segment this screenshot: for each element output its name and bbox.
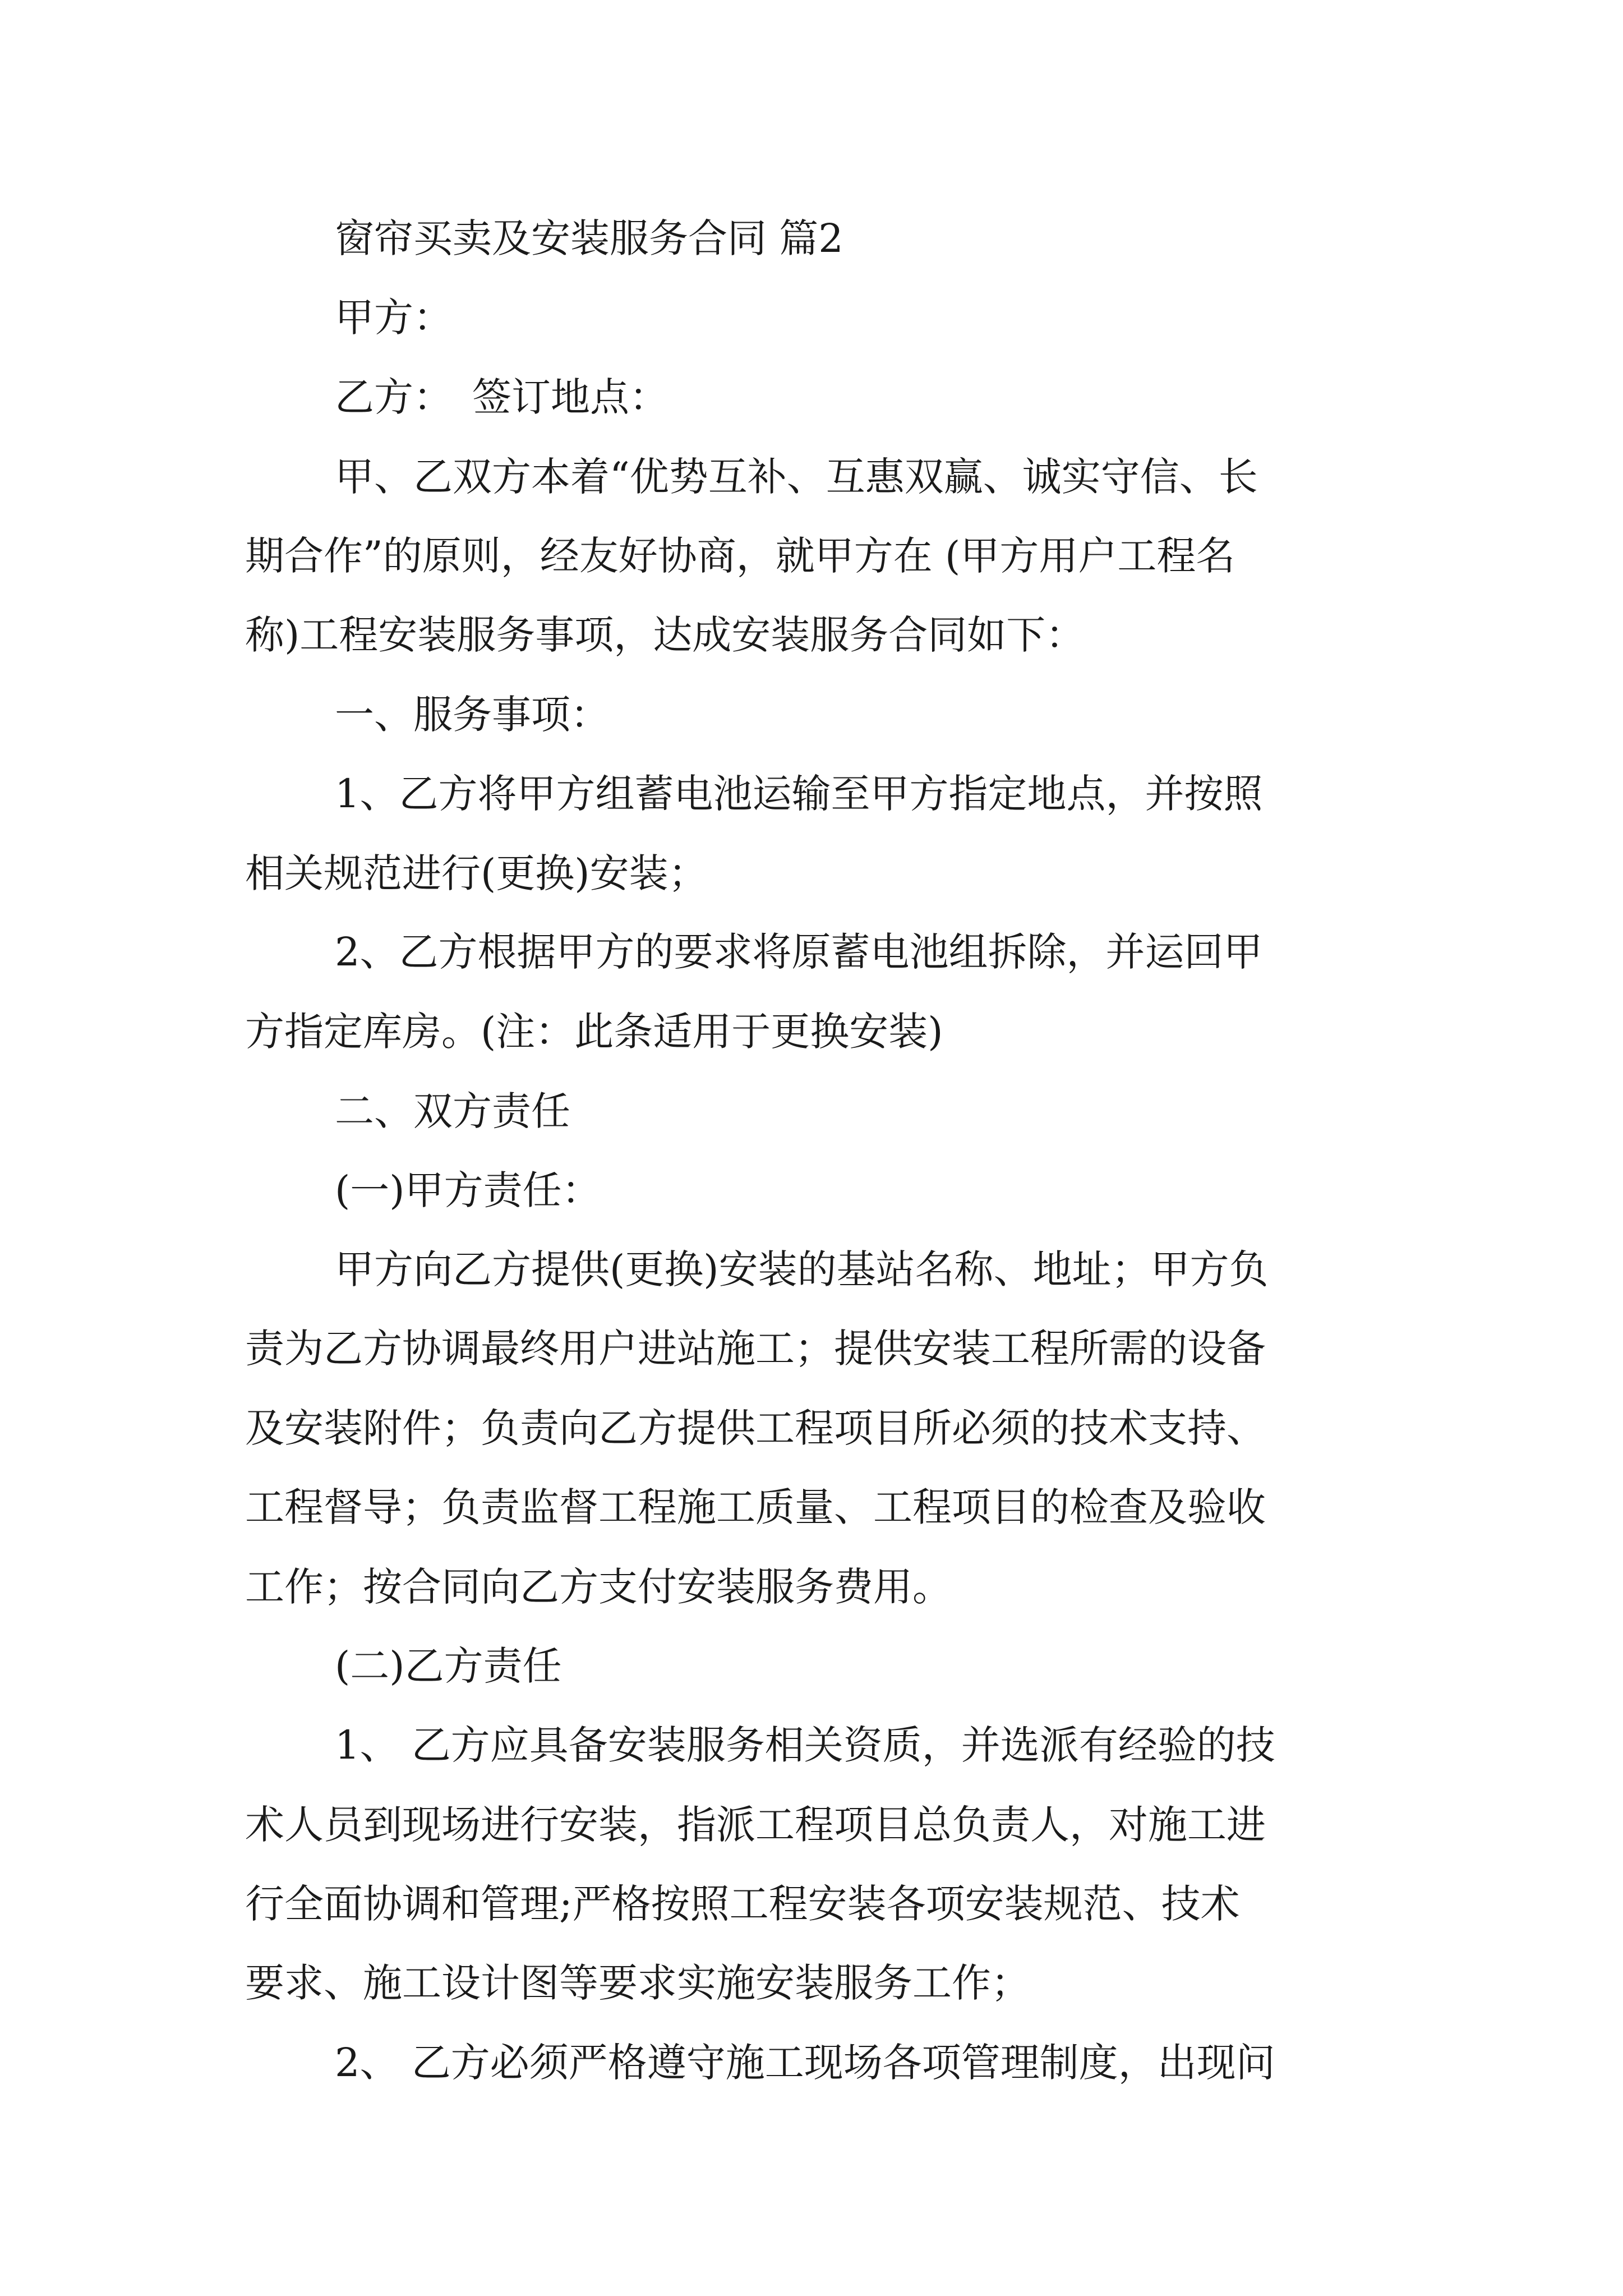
paragraph-line: 甲、乙双方本着“优势互补、互惠双赢、诚实守信、长	[335, 454, 1258, 500]
paragraph-line: 2、乙方根据甲方的要求将原蓄电池组拆除，并运回甲	[335, 929, 1263, 975]
paragraph-line: 1、乙方将甲方组蓄电池运输至甲方指定地点，并按照	[335, 771, 1263, 817]
paragraph-line: 术人员到现场进行安装，指派工程项目总负责人，对施工进	[245, 1802, 1266, 1848]
paragraph-line: 及安装附件；负责向乙方提供工程项目所必须的技术支持、	[245, 1405, 1266, 1451]
paragraph-line: 甲方向乙方提供(更换)安装的基站名称、地址；甲方负	[335, 1246, 1269, 1292]
paragraph-line: 期合作”的原则，经友好协商，就甲方在 (甲方用户工程名	[245, 533, 1235, 579]
paragraph-line: 行全面协调和管理;严格按照工程安装各项安装规范、技术	[245, 1881, 1240, 1927]
paragraph-line: 相关规范进行(更换)安装；	[245, 850, 708, 896]
section-heading: 二、双方责任	[335, 1088, 570, 1134]
contract-title: 窗帘买卖及安装服务合同 篇2	[335, 215, 843, 261]
paragraph-line: 方指定库房。(注：此条适用于更换安装)	[245, 1009, 943, 1055]
paragraph-line: 工作；按合同向乙方支付安装服务费用。	[245, 1564, 952, 1610]
section-heading: 一、服务事项：	[335, 692, 610, 738]
paragraph-line: 2、 乙方必须严格遵守施工现场各项管理制度，出现问	[335, 2040, 1275, 2086]
subsection-heading: (二)乙方责任	[335, 1643, 562, 1689]
paragraph-line: 工程督导；负责监督工程施工质量、工程项目的检查及验收	[245, 1484, 1266, 1530]
party-a-label: 甲方：	[335, 295, 453, 341]
paragraph-line: 1、 乙方应具备安装服务相关资质，并选派有经验的技	[335, 1722, 1275, 1768]
subsection-heading: (一)甲方责任：	[335, 1167, 601, 1213]
paragraph-line: 责为乙方协调最终用户进站施工；提供安装工程所需的设备	[245, 1326, 1266, 1372]
paragraph-line: 称)工程安装服务事项，达成安装服务合同如下：	[245, 612, 1085, 658]
party-b-and-signing-place: 乙方： 签订地点：	[335, 374, 668, 420]
paragraph-line: 要求、施工设计图等要求实施安装服务工作；	[245, 1960, 1030, 2006]
